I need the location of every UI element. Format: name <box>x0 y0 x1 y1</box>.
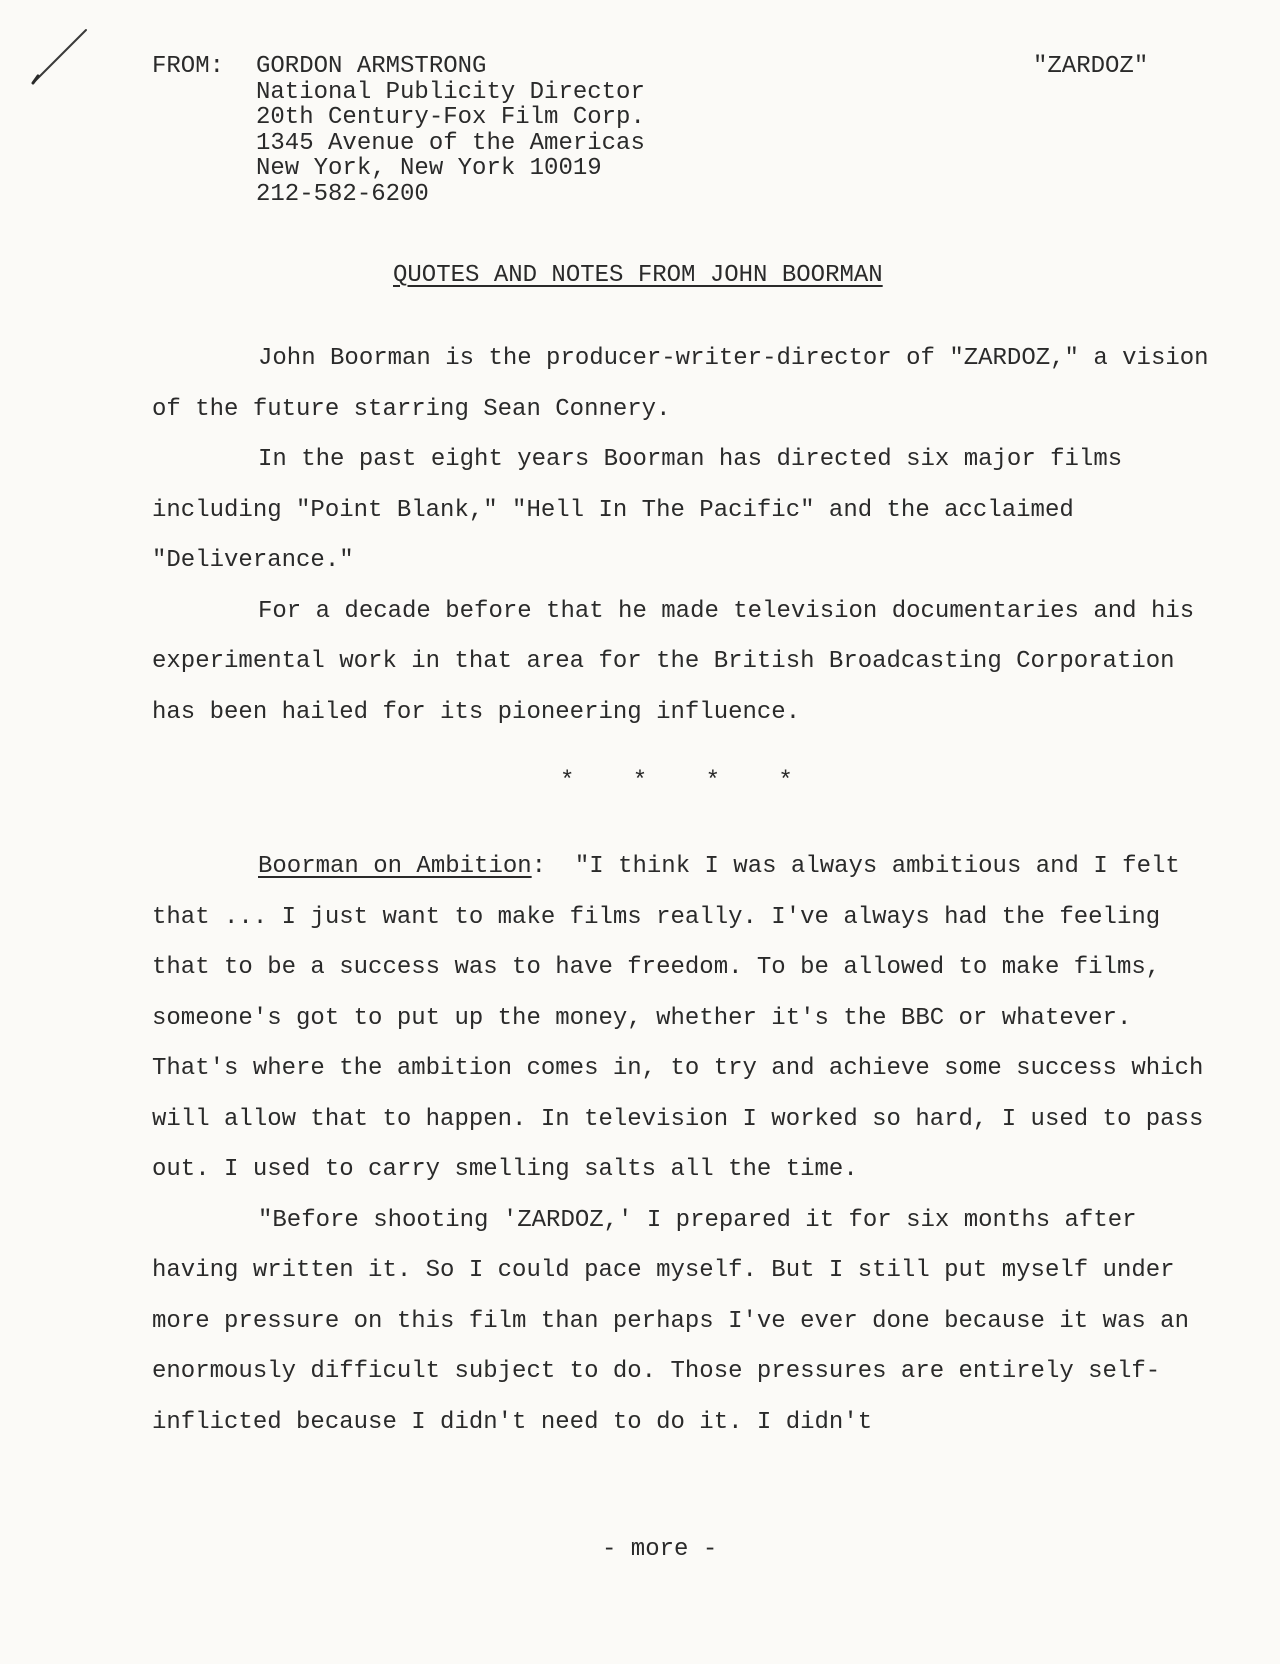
sender-title: National Publicity Director <box>256 78 645 106</box>
ambition-paragraph-2: "Before shooting 'ZARDOZ,' I prepared it for six months after having written it. So I could pace myself. But I still put myself under more pressure on this film than perhaps I've ever done because it was an enormously difficult subject to do. Those pressures are entirely self-inflicted because I didn't need to do it. I didn't <box>152 1206 1189 1436</box>
document-title: QUOTES AND NOTES FROM JOHN BOORMAN <box>393 262 883 289</box>
sender-street: 1345 Avenue of the Americas <box>256 129 645 157</box>
ambition-paragraph-1 <box>152 842 1212 1196</box>
ambition-heading-colon: : <box>531 853 575 880</box>
pen-stroke-mark <box>30 26 90 86</box>
sender-phone: 212-582-6200 <box>256 180 429 208</box>
continuation-footer: - more - <box>602 1536 718 1563</box>
intro-paragraph-3: For a decade before that he made television documentaries and his experimental work in that area for the British Broadcasting Corporation has been hailed for its pioneering influence. <box>152 597 1195 726</box>
sender-name: GORDON ARMSTRONG <box>256 53 487 80</box>
intro-paragraph-2: In the past eight years Boorman has directed six major films including "Point Blank," "Hell In The Pacific" and the acclaimed "Deliverance." <box>152 446 1123 574</box>
section-separator: * * * * <box>560 768 815 795</box>
sender-company: 20th Century-Fox Film Corp. <box>256 104 645 131</box>
ambition-section <box>152 842 1212 1448</box>
intro-section <box>152 334 1212 738</box>
intro-paragraph-1: John Boorman is the producer-writer-director of "ZARDOZ," a vision of the future starring Sean Connery. <box>152 345 1209 423</box>
ambition-heading: Boorman on Ambition <box>258 853 532 880</box>
sender-address-block <box>256 54 645 207</box>
sender-city: New York, New York 10019 <box>256 155 602 182</box>
from-label: FROM: <box>152 53 225 80</box>
film-title: "ZARDOZ" <box>1033 53 1149 80</box>
ambition-quote-1: "I think I was always ambitious and I felt that ... I just want to make films really. I've always had the feeling that to be a success was to have freedom. To be allowed to make films, someone's got to put up the money, whether it's the BBC or whatever. That's where the ambition comes in, to try and achieve some success which will allow that to happen. In television I worked so hard, I used to pass out. I used to carry smelling salts all the time. <box>152 853 1204 1183</box>
